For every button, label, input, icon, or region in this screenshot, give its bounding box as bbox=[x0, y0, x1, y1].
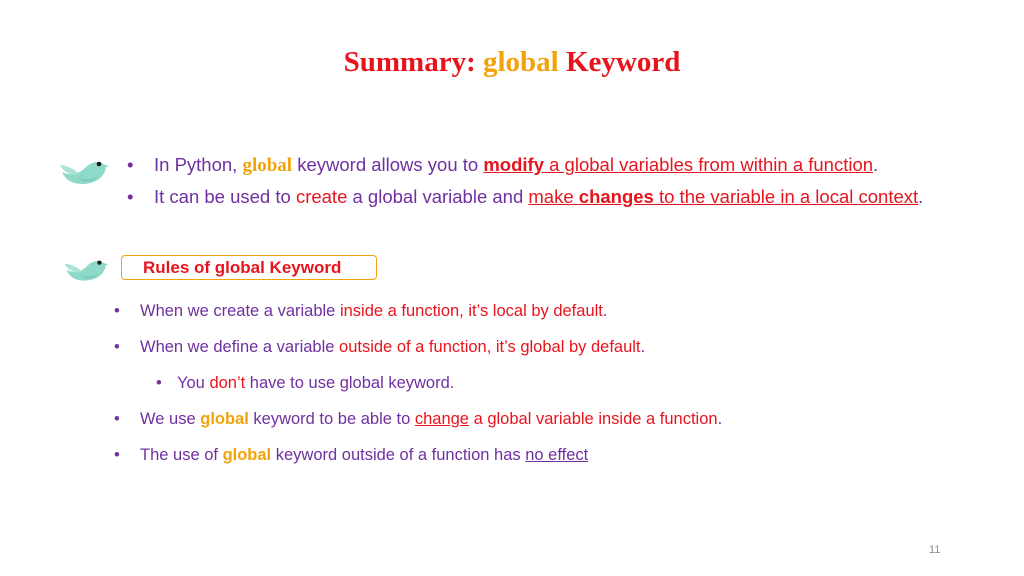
text-segment: When we create a variable bbox=[140, 302, 340, 320]
text-segment: . bbox=[640, 338, 646, 356]
rule-item-5 bbox=[140, 446, 588, 465]
text-segment: keyword to be able to bbox=[248, 410, 415, 428]
bullet-marker: • bbox=[114, 302, 120, 320]
text-segment: . bbox=[873, 154, 879, 175]
text-segment: You bbox=[177, 374, 210, 392]
bullet-marker: • bbox=[127, 186, 134, 207]
bullet-marker: • bbox=[114, 410, 120, 428]
rule-item-3 bbox=[177, 374, 454, 393]
intro-line-1 bbox=[154, 154, 878, 177]
text-segment: . bbox=[717, 410, 723, 428]
rule-item-4 bbox=[140, 410, 722, 429]
text-highlight: make bbox=[528, 186, 579, 207]
keyword-change: change bbox=[414, 410, 469, 428]
rules-heading: Rules of global Keyword bbox=[143, 258, 342, 277]
keyword-create: create bbox=[295, 186, 348, 207]
text-highlight: inside a function, it’s local by default bbox=[339, 302, 603, 320]
keyword-global: global bbox=[222, 446, 272, 464]
keyword-global: global bbox=[242, 155, 293, 176]
bullet-marker: • bbox=[114, 338, 120, 356]
text-segment: keyword outside of a function has bbox=[271, 446, 526, 464]
text-highlight: a global variables from within a function bbox=[543, 154, 874, 175]
keyword-changes: changes bbox=[578, 186, 654, 207]
text-segment: have to use global keyword. bbox=[245, 374, 455, 392]
intro-line-2 bbox=[154, 186, 923, 208]
text-no-effect: no effect bbox=[525, 446, 589, 464]
slide-title bbox=[0, 46, 1024, 79]
bird-icon bbox=[62, 252, 110, 286]
rule-item-2 bbox=[140, 338, 645, 357]
bullet-marker: • bbox=[156, 374, 162, 392]
text-segment: It can be used to bbox=[154, 186, 296, 207]
text-segment: . bbox=[918, 186, 924, 207]
text-highlight: outside of a function, it’s global by default bbox=[339, 338, 641, 356]
text-segment: keyword allows you to bbox=[292, 154, 484, 175]
bullet-marker: • bbox=[127, 154, 134, 175]
title-part-keyword: Keyword bbox=[558, 46, 681, 78]
rule-item-1 bbox=[140, 302, 607, 321]
text-highlight: a global variable inside a function bbox=[468, 410, 718, 428]
text-segment: When we define a variable bbox=[140, 338, 340, 356]
bullet-marker: • bbox=[114, 446, 120, 464]
text-segment: In Python, bbox=[154, 154, 243, 175]
title-part-global: global bbox=[482, 46, 559, 78]
bird-icon bbox=[58, 152, 110, 190]
text-highlight: to the variable in a local context bbox=[653, 186, 919, 207]
text-segment: a global variable and bbox=[347, 186, 529, 207]
page-number: 11 bbox=[929, 544, 941, 556]
keyword-global: global bbox=[200, 410, 249, 428]
text-segment: The use of bbox=[140, 446, 223, 464]
keyword-modify: modify bbox=[483, 154, 544, 175]
title-part-summary: Summary: bbox=[343, 46, 483, 78]
keyword-dont: don’t bbox=[209, 374, 246, 392]
text-segment: . bbox=[602, 302, 608, 320]
text-segment: We use bbox=[140, 410, 201, 428]
